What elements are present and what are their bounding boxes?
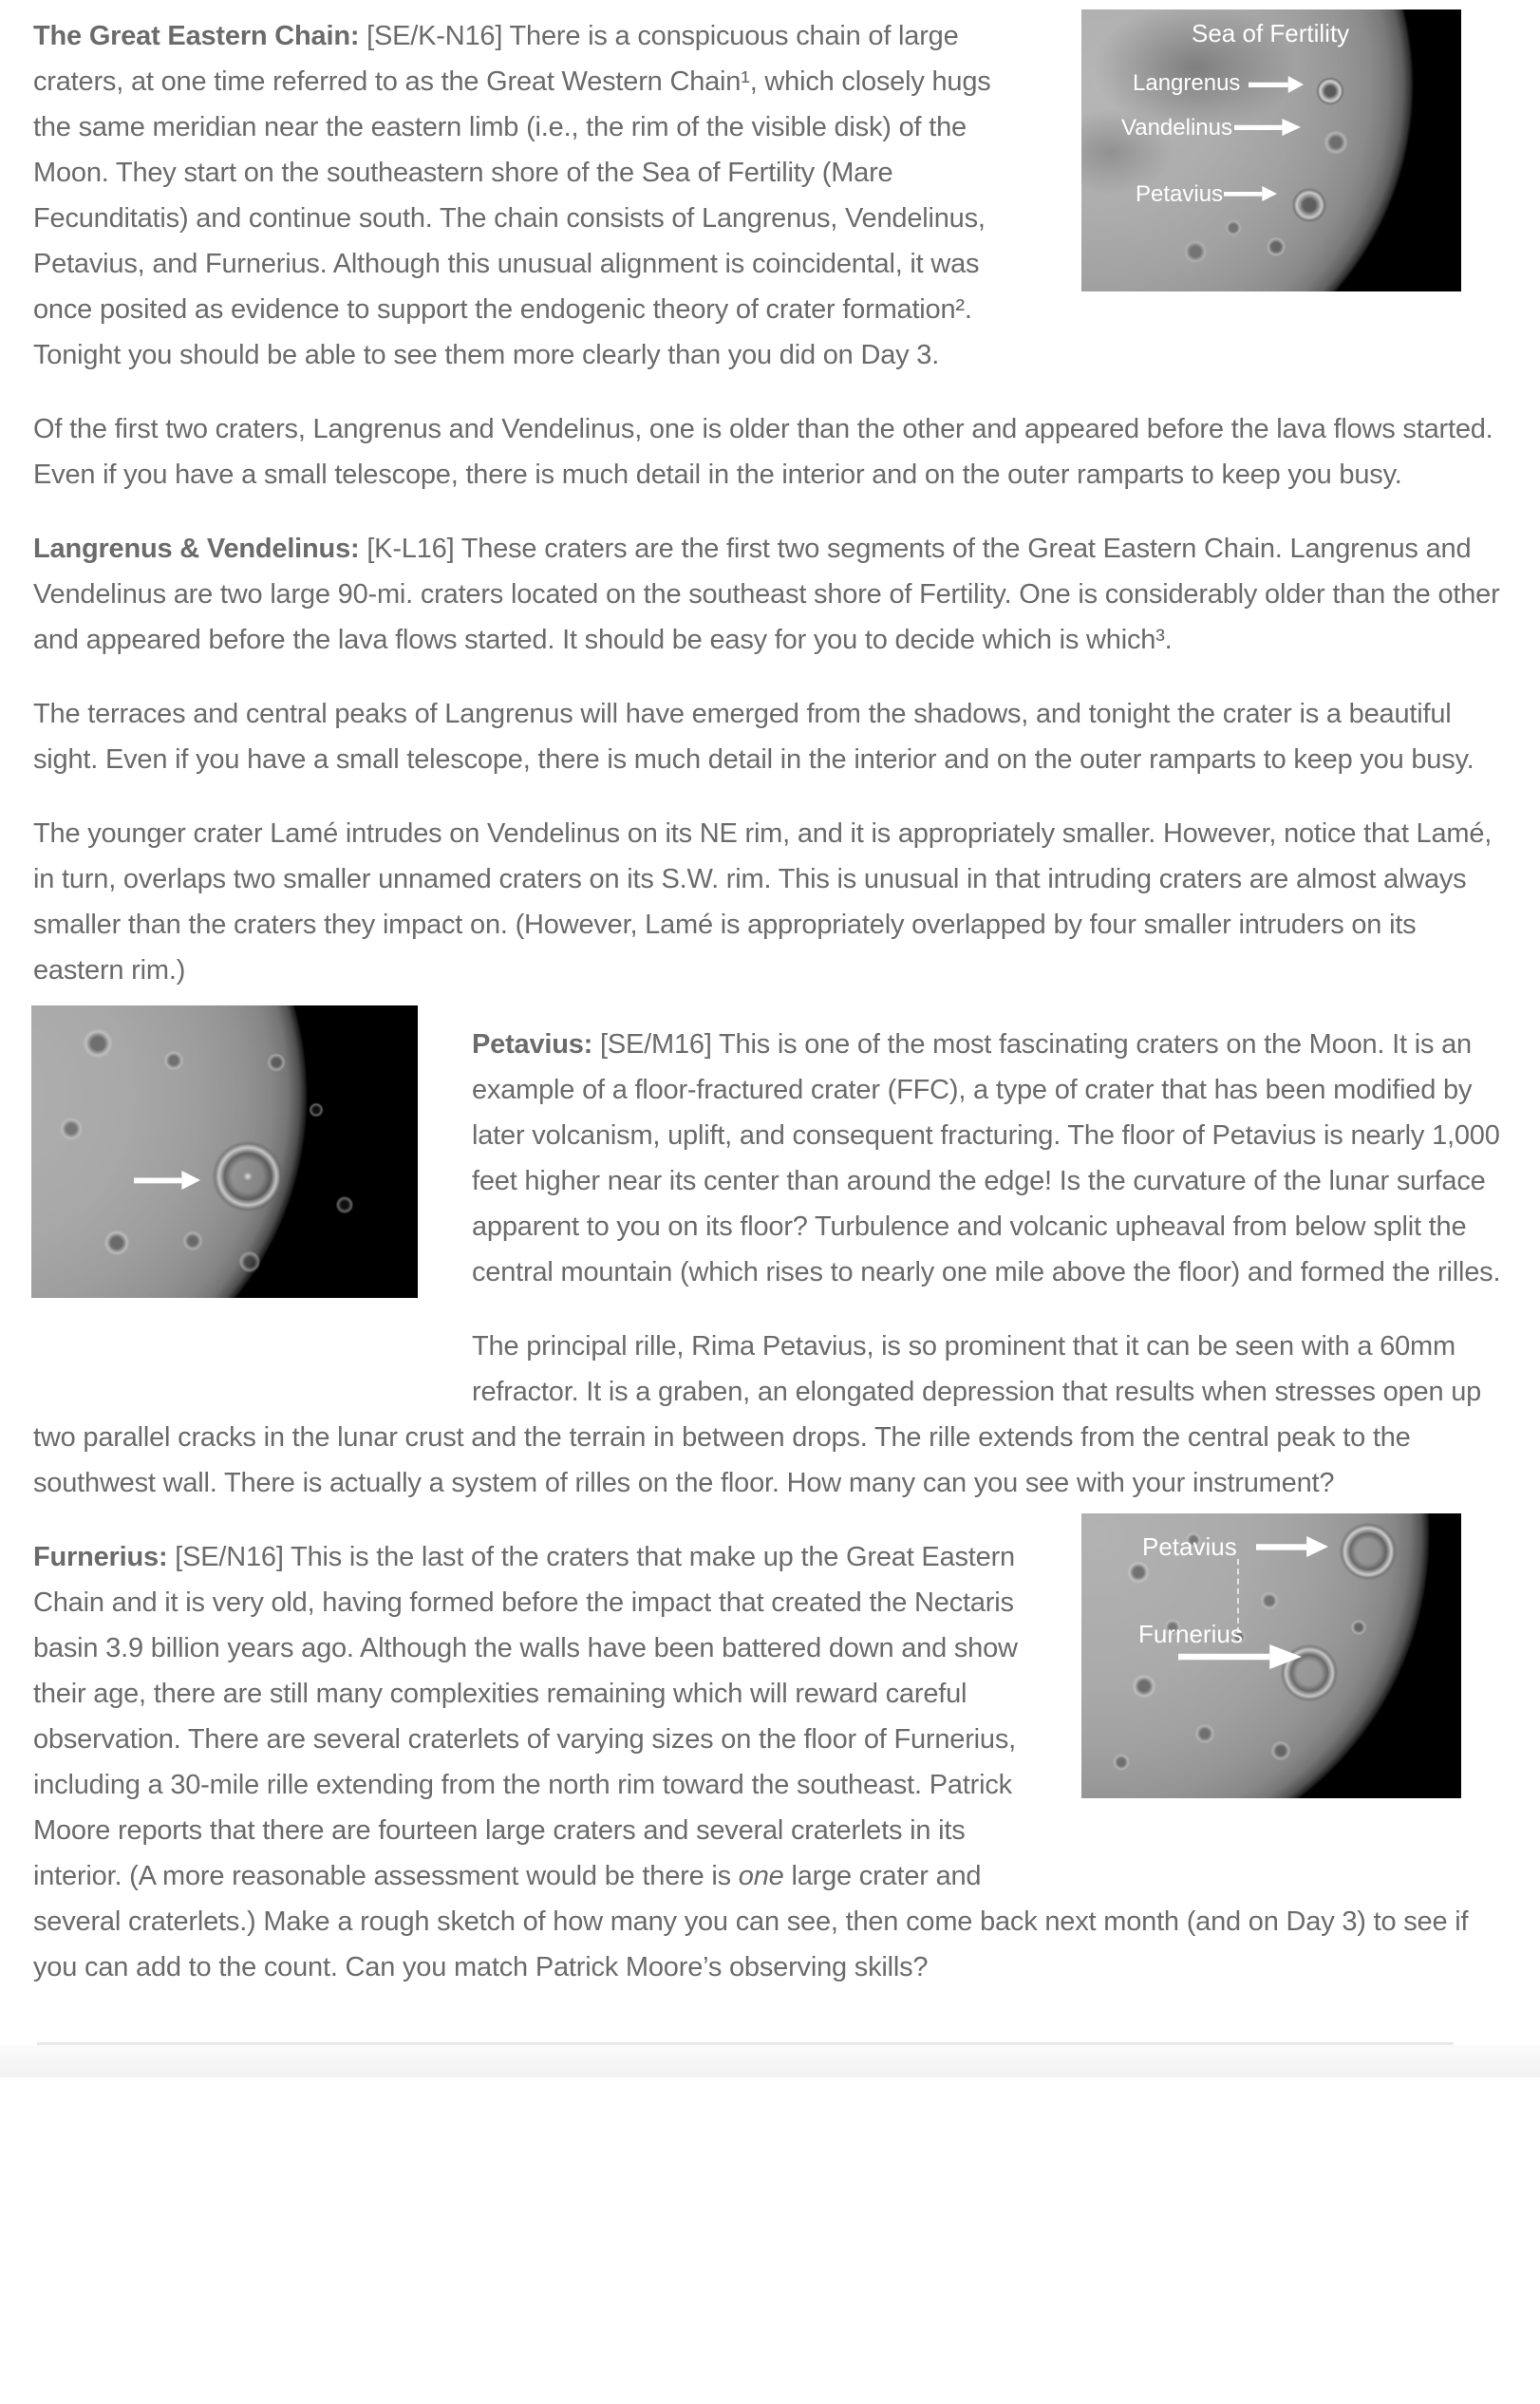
moon-photo-eastern-limb [1081,9,1461,291]
figure-moon-eastern-limb [1081,9,1461,291]
paragraph-text: [K-L16] These craters are the first two segments of the Great Eastern Chain. Langrenus and Vendelinus are two large 90-mi. craters located on the southeast shore of Fertility. One is considerably older than the other and appeared before the lava flows started. It should be easy for you to decide which is which³. [33,534,1500,655]
arrow-icon [1256,1536,1328,1557]
paragraph-lead-great-eastern-chain: The Great Eastern Chain: [33,21,360,51]
page-footer-area [0,2045,1540,2077]
figure-furnerius-region [1081,1513,1461,1798]
figure-label-sea-of-fertility: Sea of Fertility [1192,19,1350,47]
paragraph-text: [SE/K-N16] There is a conspicuous chain of large craters, at one time referred to as the Great Western Chain¹, which closely hugs the same meridian near the eastern limb (i.e., the rim of the visible disk) of the Moon. They start on the southeastern shore of the Sea of Fertility (Mare Fecunditatis) and continue south. The chain consists of Langrenus, Vendelinus, Petavius, and Furnerius. Although this unusual alignment is coincidental, it was once posited as evidence to support the endogenic theory of crater formation². Tonight you should be able to see them more clearly than you did on Day 3. [33,21,991,370]
paragraph-lead-furnerius: Furnerius: [33,1542,168,1572]
paragraph-text: large crater and several craterlets.) Make a rough sketch of how many you can see, then come back next month (and on Day 3) to see if you can add to the count. Can you match Patrick Moore’s observing skills? [33,1861,1469,1982]
figure-label-petavius: Petavius [1142,1532,1237,1561]
figure-label-furnerius: Furnerius [1138,1620,1243,1648]
paragraph-langrenus-vendelinus [33,526,1507,663]
figure-label-vandelinus: Vandelinus [1121,115,1232,141]
figure-label-petavius: Petavius [1136,181,1224,207]
figure-petavius-closeup [31,1005,418,1298]
paragraph-first-two-craters: Of the first two craters, Langrenus and Vendelinus, one is older than the other and appeared before the lava flows started. Even if you have a small telescope, there is much detail in the interior and on the outer ramparts to keep you busy. [33,414,1493,490]
arrow-icon [1249,76,1304,93]
arrow-icon [134,1171,200,1190]
paragraph-lame: The younger crater Lamé intrudes on Vendelinus on its NE rim, and it is appropriately smaller. However, notice that Lamé, in turn, overlaps two smaller unnamed craters on its S.W. rim. This is unusual in that intruding craters are almost always smaller than the craters they impact on. (However, Lamé is appropriately overlapped by four smaller intruders on its eastern rim.) [33,818,1493,986]
paragraph-text: [SE/M16] This is one of the most fascinating craters on the Moon. It is an example of a floor-fractured crater (FFC), a type of crater that has been modified by later volcanism, uplift, and consequent fracturing. The floor of Petavius is nearly 1,000 feet higher near its center than around the edge! Is the curvature of the lunar surface apparent to you on its floor? Turbulence and volcanic upheaval from below split the central mountain (which rises to nearly one mile above the floor) and formed the rilles. [472,1029,1501,1287]
paragraph-text: [SE/N16] This is the last of the craters that make up the Great Eastern Chain and it is very old, having formed before the impact that created the Nectaris basin 3.9 billion years ago. Although the walls have been battered down and show their age, there are still many complexities remaining which will reward careful observation. There are several craterlets of varying sizes on the floor of Furnerius, including a 30-mile rille extending from the north rim toward the southeast. Patrick Moore reports that there are fourteen large craters and several craterlets in its interior. (A more reasonable assessment would be there is [33,1542,1018,1891]
arrow-icon [1178,1644,1302,1669]
arrow-icon [1234,119,1301,136]
paragraph-lead-langrenus-vendelinus: Langrenus & Vendelinus: [33,534,360,564]
paragraph-lead-petavius: Petavius: [472,1029,593,1060]
moon-photo-petavius-closeup [31,1005,418,1298]
paragraph-rima-petavius: The principal rille, Rima Petavius, is so prominent that it can be seen with a 60mm refractor. It is a graben, an elongated depression that results when stresses open up two parallel cracks in the lunar crust and the terrain in between drops. The rille extends from the central peak to the southwest wall. There is actually a system of rilles on the floor. How many can you see with your instrument? [33,1331,1482,1498]
emphasized-word: one [738,1861,784,1891]
paragraph-terraces: The terraces and central peaks of Langrenus will have emerged from the shadows, and tonight the crater is a beautiful sight. Even if you have a small telescope, there is much detail in the interior and on the outer ramparts to keep you busy. [33,699,1474,775]
figure-label-langrenus: Langrenus [1133,70,1241,96]
arrow-icon [1224,186,1277,201]
